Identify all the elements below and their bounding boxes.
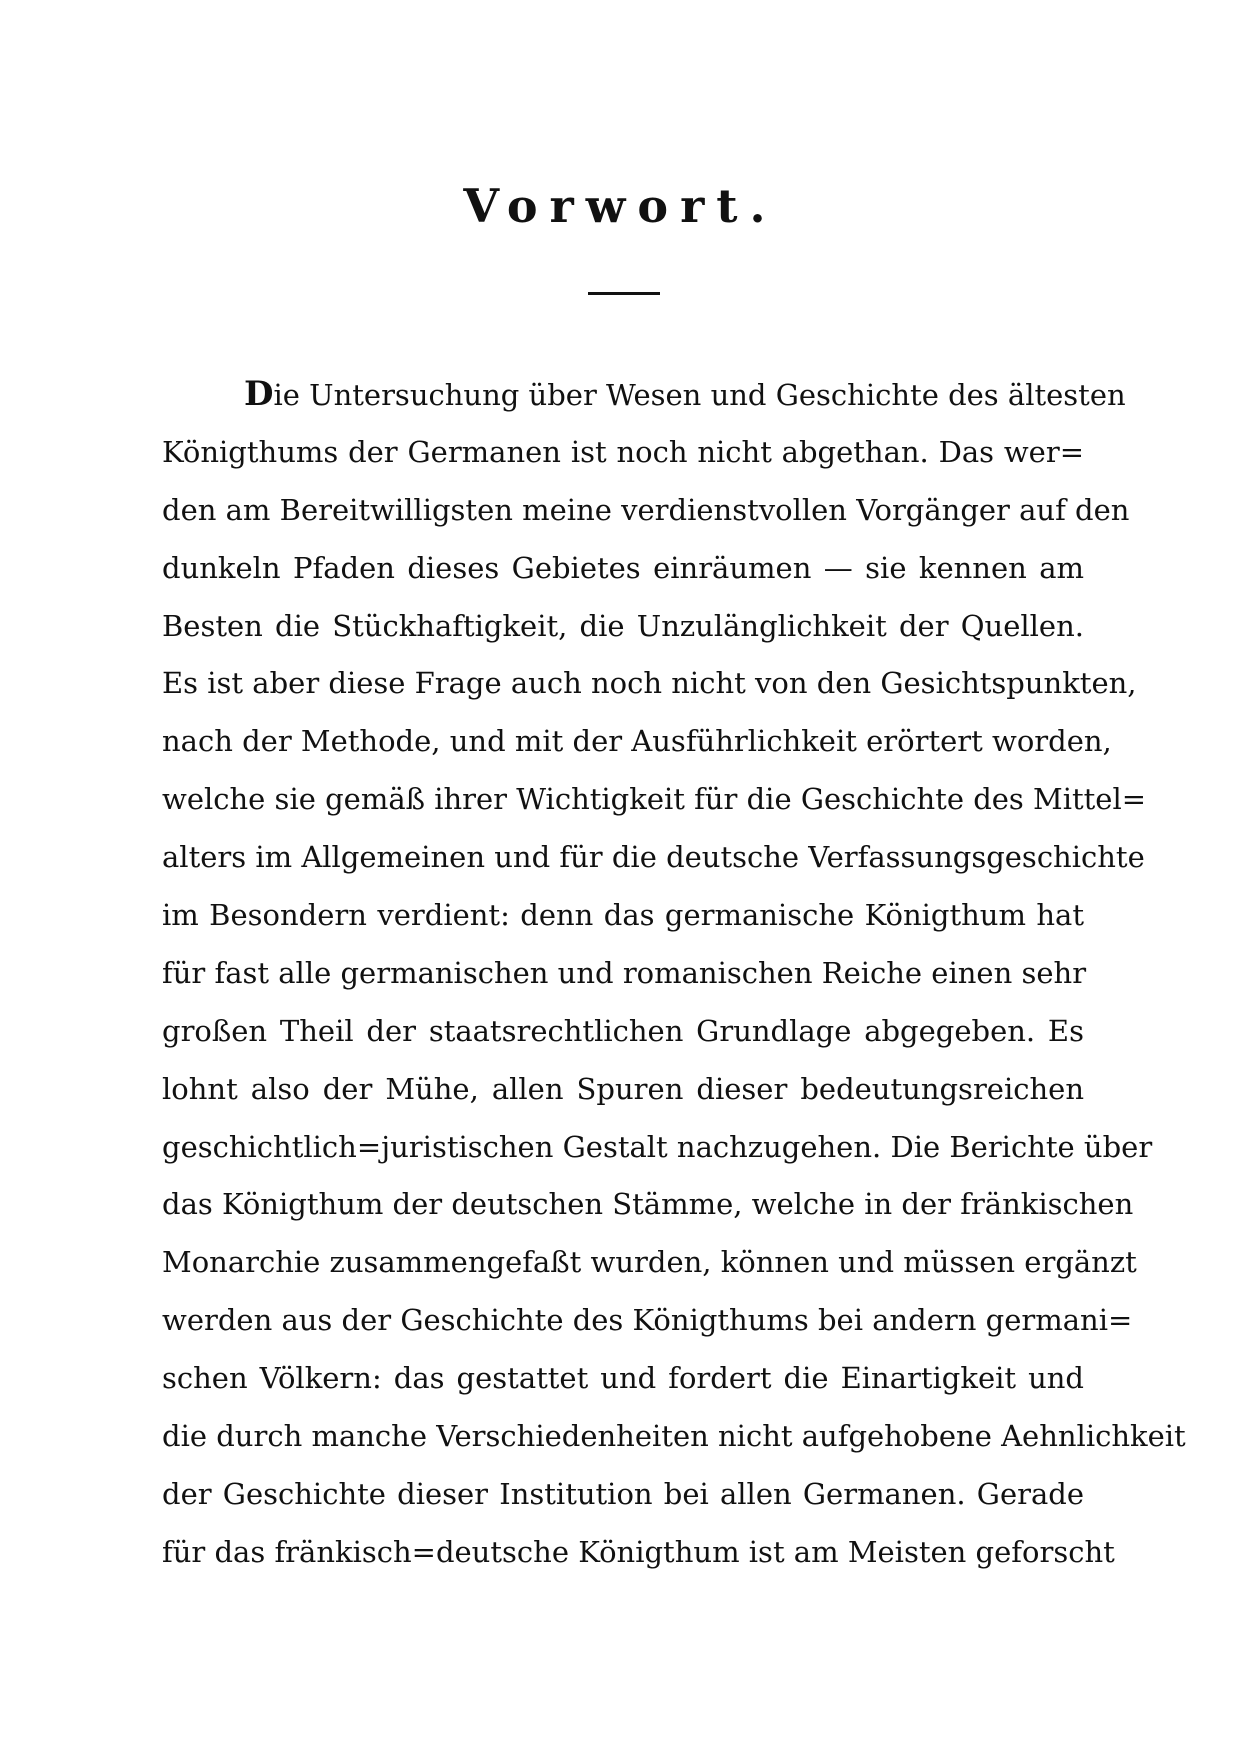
text-line: nach der Methode, und mit der Ausführlichkeit erörtert worden,: [162, 724, 1112, 759]
text-line: welche sie gemäß ihrer Wichtigkeit für die Geschichte des Mittel=: [162, 782, 1147, 817]
text-line: alters im Allgemeinen und für die deutsche Verfassungsgeschichte: [162, 840, 1145, 875]
text-line: die durch manche Verschiedenheiten nicht aufgehobene Aehnlichkeit: [162, 1419, 1186, 1454]
text-line-first: [162, 366, 1126, 424]
text-line: Besten die Stückhaftigkeit, die Unzulänglichkeit der Quellen.: [162, 608, 1084, 643]
initial-letter: D: [244, 374, 274, 414]
text-line: schen Völkern: das gestattet und fordert die Einartigkeit und: [162, 1361, 1084, 1396]
text-line: Königthums der Germanen ist noch nicht abgethan. Das wer=: [162, 434, 1084, 469]
first-line-text: ie Untersuchung über Wesen und Geschichte des ältesten: [273, 378, 1126, 412]
page-title: Vorwort.: [463, 179, 778, 233]
text-line: Monarchie zusammengefaßt wurden, können und müssen ergänzt: [162, 1245, 1137, 1280]
text-line: für fast alle germanischen und romanischen Reiche einen sehr: [162, 955, 1087, 990]
text-line: das Königthum der deutschen Stämme, welche in der fränkischen: [162, 1187, 1134, 1222]
text-line: lohnt also der Mühe, allen Spuren dieser bedeutungsreichen: [162, 1071, 1084, 1106]
text-line: großen Theil der staatsrechtlichen Grundlage abgegeben. Es: [162, 1013, 1084, 1048]
text-line: für das fränkisch=deutsche Königthum ist am Meisten geforscht: [162, 1534, 1115, 1569]
text-line: geschichtlich=juristischen Gestalt nachzugehen. Die Berichte über: [162, 1129, 1153, 1164]
title-divider: [588, 292, 660, 295]
text-line: der Geschichte dieser Institution bei allen Germanen. Gerade: [162, 1476, 1084, 1511]
text-line: im Besondern verdient: denn das germanische Königthum hat: [162, 898, 1084, 933]
text-line: Es ist aber diese Frage auch noch nicht von den Gesichtspunkten,: [162, 666, 1137, 701]
body-text: [162, 366, 1186, 1582]
text-line: werden aus der Geschichte des Königthums bei andern germani=: [162, 1303, 1133, 1338]
text-line: den am Bereitwilligsten meine verdienstvollen Vorgänger auf den: [162, 492, 1130, 527]
text-line: dunkeln Pfaden dieses Gebietes einräumen — sie kennen am: [162, 550, 1084, 585]
